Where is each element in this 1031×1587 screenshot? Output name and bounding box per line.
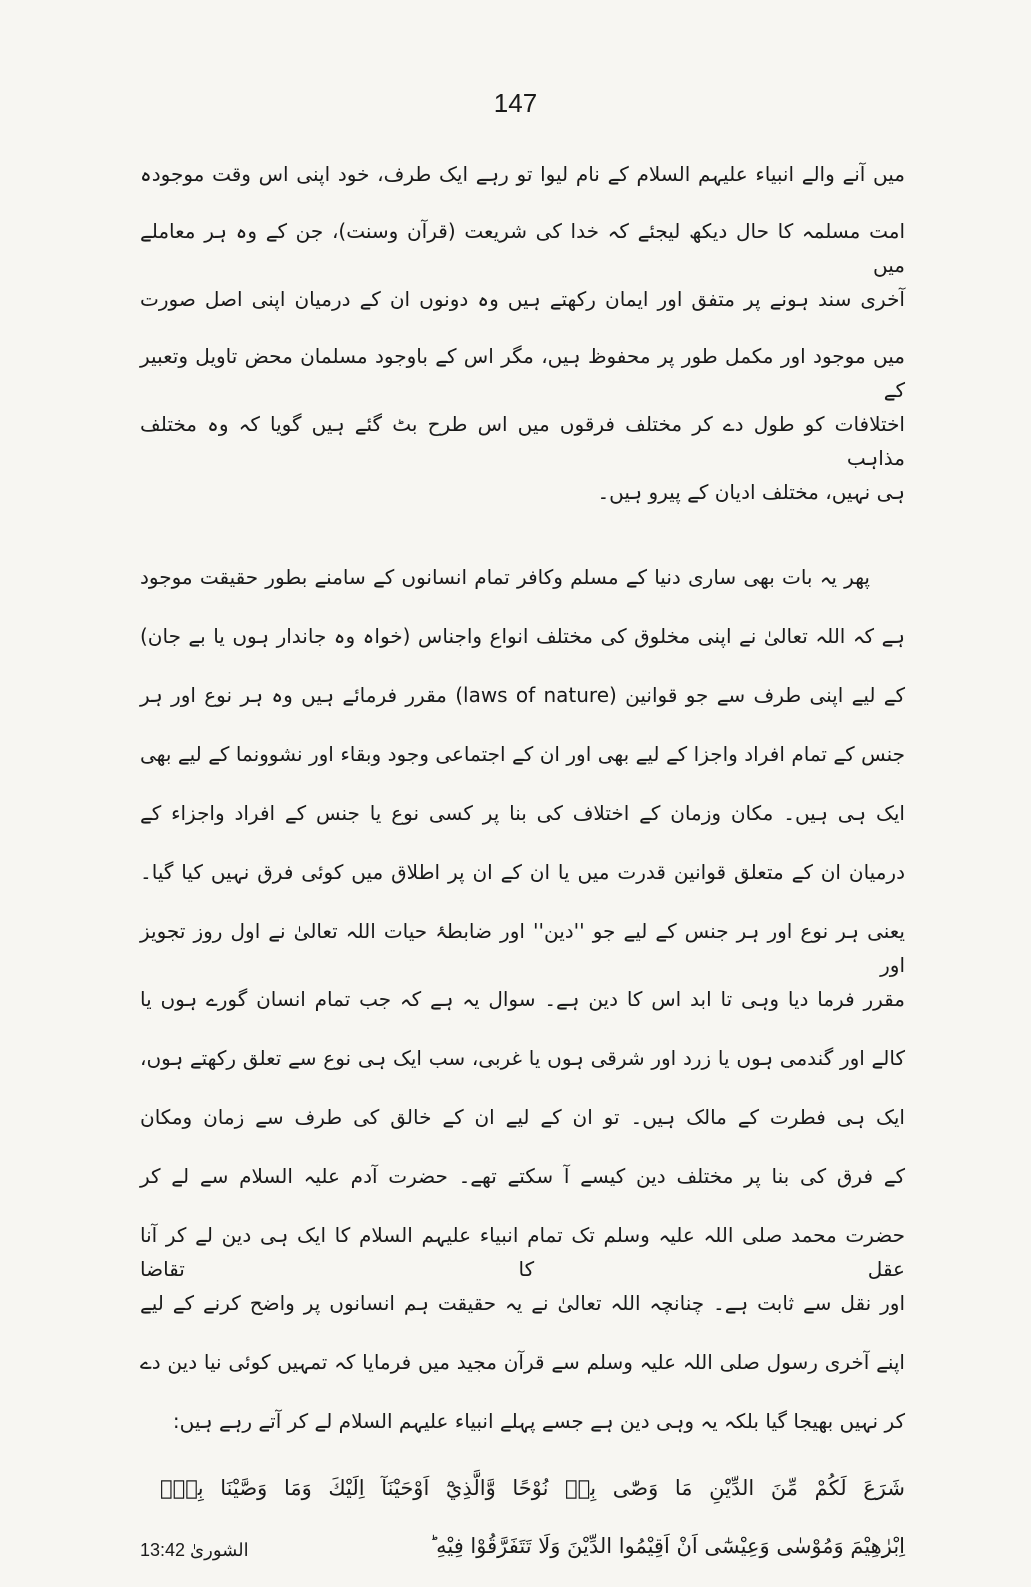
text-line: مقرر فرما دیا وہی تا ابد اس کا دین ہے۔ سوال یہ ہے کہ جب تمام انسان گورے ہوں یا — [140, 987, 905, 1011]
text-line: کر نہیں بھیجا گیا بلکہ یہ وہی دین ہے جسے پہلے انبیاء علیہم السلام لے کر آتے رہے ہیں: — [172, 1409, 905, 1433]
text-line: پھر یہ بات بھی ساری دنیا کے مسلم وکافر تمام انسانوں کے سامنے بطور حقیقت موجود — [140, 565, 870, 589]
text-line: ایک ہی فطرت کے مالک ہیں۔ تو ان کے لیے ان کے خالق کی طرف سے زمان ومکان — [140, 1105, 905, 1129]
text-line: کالے اور گندمی ہوں یا زرد اور شرقی ہوں یا غربی، سب ایک ہی نوع سے تعلق رکھتے ہوں، — [140, 1046, 905, 1070]
quran-verse — [140, 1471, 905, 1587]
verse-line: اِبْرٰهِيْمَ وَمُوْسٰى وَعِيْسٰٓى اَنْ اَقِيْمُوا الدِّيْنَ وَلَا تَتَفَرَّقُوْا فِيْهِ ؕ — [429, 1534, 905, 1558]
text-line: کے لیے اپنی طرف سے جو قوانین (laws of nature) مقرر فرمائے ہیں وہ ہر نوع اور ہر — [140, 683, 905, 707]
verse-line: شَرَعَ لَكُمْ مِّنَ الدِّيْنِ مَا وَصّٰى بِهٖ نُوْحًا وَّالَّذِيْٓ اَوْحَيْنَآ اِلَيْكَ وَمَا وَصَّيْنَا بِهٖٓ — [160, 1476, 905, 1500]
text-line: اور نقل سے ثابت ہے۔ چنانچہ اللہ تعالیٰ نے یہ حقیقت ہم انسانوں پر واضح کرنے کے لیے — [140, 1291, 905, 1315]
page-content — [140, 157, 905, 1587]
text-line: کے فرق کی بنا پر مختلف دین کیسے آ سکتے تھے۔ حضرت آدم علیہ السلام سے لے کر — [140, 1164, 905, 1188]
text-line: ہی نہیں، مختلف ادیان کے پیرو ہیں۔ — [597, 480, 905, 504]
text-line: ہے کہ اللہ تعالیٰ نے اپنی مخلوق کی مختلف انواع واجناس (خواہ وہ جاندار ہوں یا بے جان) — [140, 624, 905, 648]
paragraph-2 — [140, 560, 905, 1463]
text-line: حضرت محمد صلی اللہ علیہ وسلم تک تمام انبیاء علیہم السلام کا ایک ہی دین لے کر آنا عقل کا تقاضا — [140, 1223, 905, 1281]
text-line: اختلافات کو طول دے کر مختلف فرقوں میں اس طرح بٹ گئے ہیں گویا کہ وہ مختلف مذاہب — [140, 412, 905, 470]
text-line: درمیان ان کے متعلق قوانین قدرت میں یا ان کے ان پر اطلاق میں کوئی فرق نہیں کیا گیا۔ — [140, 860, 905, 884]
text-line: اپنے آخری رسول صلی اللہ علیہ وسلم سے قرآن مجید میں فرمایا کہ تمہیں کوئی نیا دین دے — [140, 1350, 905, 1374]
text-line: آخری سند ہونے پر متفق اور ایمان رکھتے ہیں وہ دونوں ان کے درمیان اپنی اصل صورت — [140, 287, 905, 311]
text-line: یعنی ہر نوع اور ہر جنس کے لیے جو ''دین'' اور ضابطۂ حیات اللہ تعالیٰ نے اول روز تجویز اور — [140, 919, 905, 977]
paragraph-1 — [140, 157, 905, 532]
text-line: امت مسلمہ کا حال دیکھ لیجئے کہ خدا کی شریعت (قرآن وسنت)، جن کے وہ ہر معاملے میں — [140, 219, 905, 277]
page-number: 147 — [493, 88, 538, 118]
text-line: میں آنے والے انبیاء علیہم السلام کے نام لیوا تو رہے ایک طرف، خود اپنی اس وقت موجودہ — [140, 162, 905, 186]
verse-reference: الشوریٰ 13:42 — [140, 1540, 249, 1560]
text-line: جنس کے تمام افراد واجزا کے لیے بھی اور ان کے اجتماعی وجود وبقاء اور نشوونما کے لیے بھی — [140, 742, 905, 766]
text-line: میں موجود اور مکمل طور پر محفوظ ہیں، مگر اس کے باوجود مسلمان محض تاویل وتعبیر کے — [140, 344, 905, 402]
text-line: ایک ہی ہیں۔ مکان وزمان کے اختلاف کی بنا پر کسی نوع یا جنس کے افراد واجزاء کے — [140, 801, 905, 825]
